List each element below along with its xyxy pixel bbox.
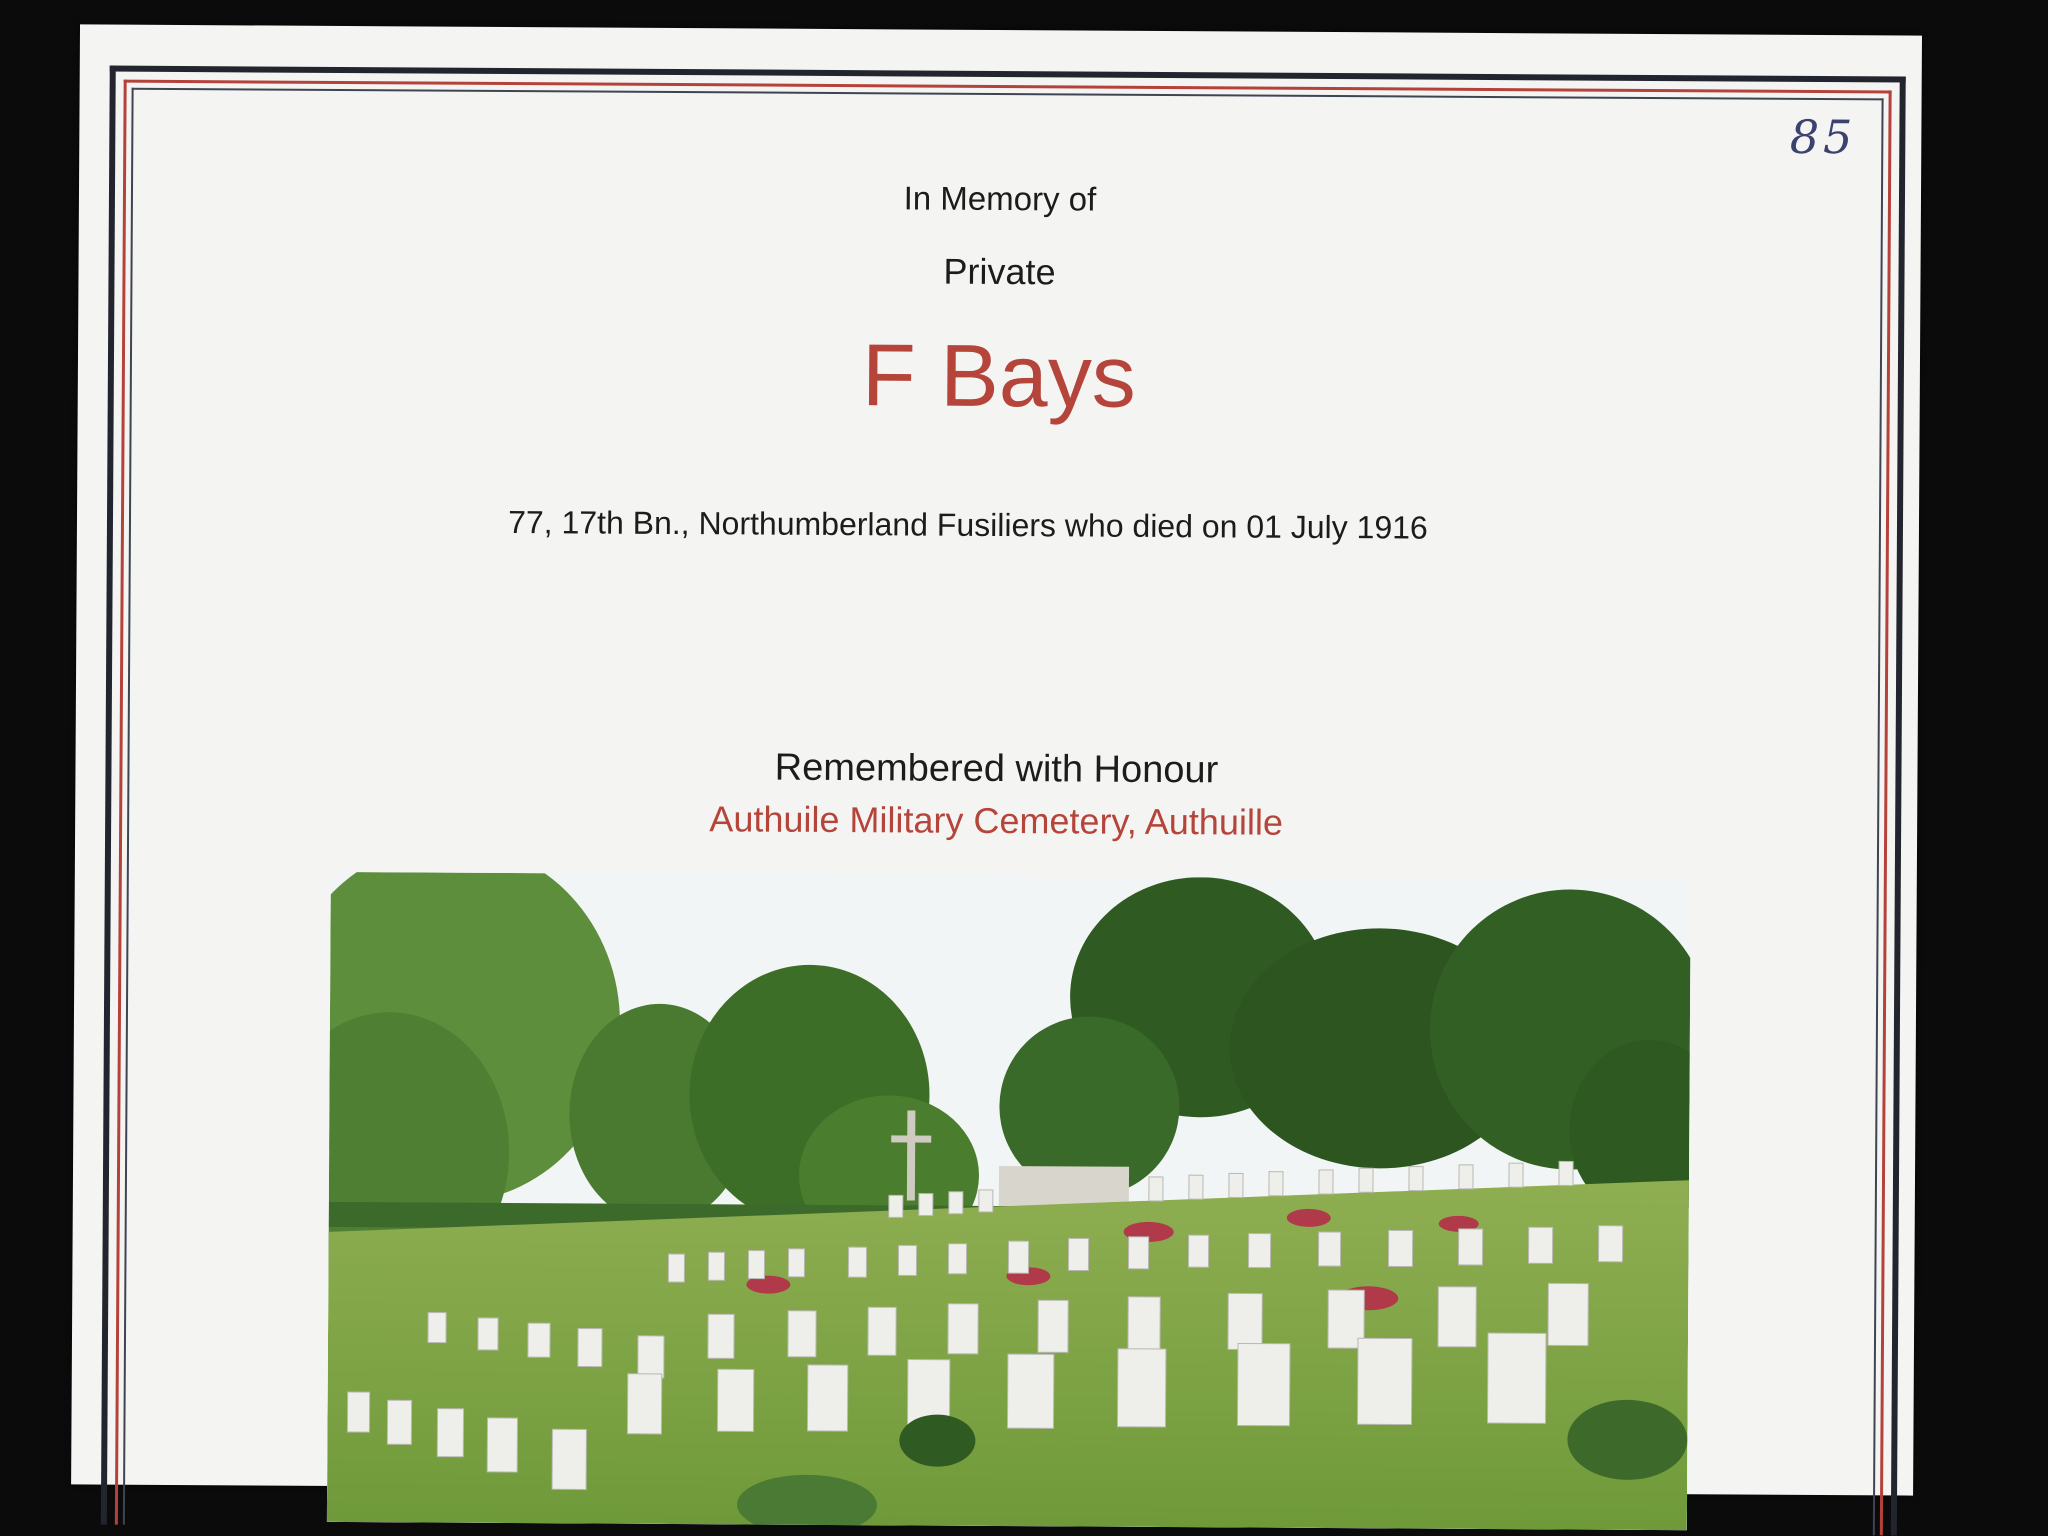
remembered-heading: Remembered with Honour <box>774 746 1219 792</box>
cemetery-name: Authuile Military Cemetery, Authuille <box>709 798 1284 843</box>
service-details: 77, 17th Bn., Northumberland Fusiliers who died on 01 July 1916 <box>508 503 1428 546</box>
handwritten-page-number: 85 <box>1789 109 1857 165</box>
cemetery-photo-image <box>327 872 1691 1530</box>
cemetery-photo <box>327 872 1691 1530</box>
memorial-certificate <box>71 24 1922 1495</box>
soldier-name: F Bays <box>861 325 1137 426</box>
in-memory-heading: In Memory of <box>903 179 1097 218</box>
rank-label: Private <box>943 250 1056 293</box>
